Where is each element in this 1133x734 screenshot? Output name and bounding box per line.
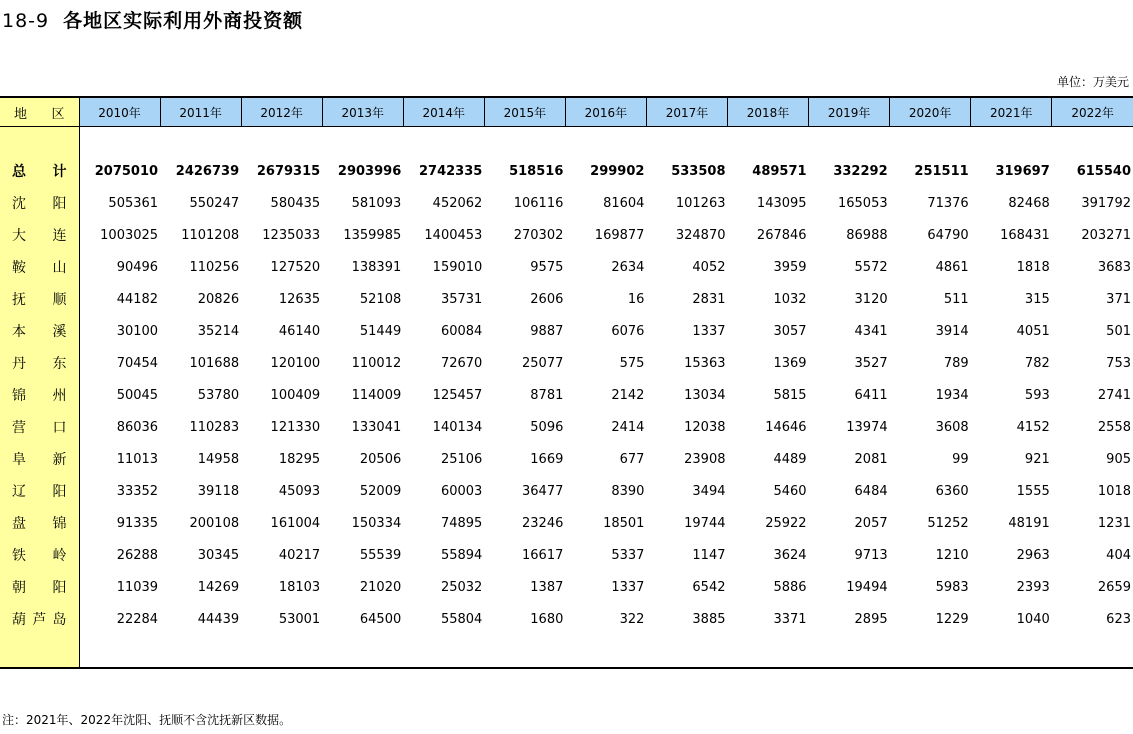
value-cell: 25922 bbox=[765, 515, 807, 531]
region-name: 辽阳 bbox=[0, 475, 79, 507]
region-name: 大连 bbox=[0, 219, 79, 251]
value-cell: 72670 bbox=[440, 355, 483, 371]
empty-cell bbox=[728, 635, 809, 668]
value-cell: 100409 bbox=[270, 387, 321, 403]
value-cell: 550247 bbox=[189, 195, 240, 211]
value-cell: 169877 bbox=[594, 227, 645, 243]
value-cell: 90496 bbox=[116, 259, 159, 275]
value-cell: 5886 bbox=[773, 579, 807, 595]
value-cell: 2414 bbox=[611, 419, 645, 435]
value-cell: 21020 bbox=[359, 579, 402, 595]
empty-cell bbox=[79, 635, 160, 668]
value-cell: 71376 bbox=[927, 195, 969, 211]
value-cell: 1369 bbox=[773, 355, 807, 371]
region-name: 铁岭 bbox=[0, 539, 79, 571]
value-cell: 50045 bbox=[116, 387, 159, 403]
value-cell: 2895 bbox=[854, 611, 888, 627]
value-cell: 23246 bbox=[522, 515, 564, 531]
year-header: 2010年 bbox=[79, 97, 160, 127]
value-cell: 315 bbox=[1024, 291, 1050, 307]
empty-cell bbox=[890, 635, 971, 668]
value-cell: 489571 bbox=[752, 163, 807, 179]
value-cell: 51449 bbox=[359, 323, 402, 339]
value-cell: 6076 bbox=[611, 323, 645, 339]
value-cell: 505361 bbox=[108, 195, 159, 211]
value-cell: 138391 bbox=[351, 259, 402, 275]
value-cell: 168431 bbox=[1000, 227, 1050, 243]
value-cell: 110256 bbox=[189, 259, 240, 275]
value-cell: 5815 bbox=[773, 387, 807, 403]
table-row bbox=[0, 475, 1133, 507]
spacer-row bbox=[0, 127, 1133, 156]
year-header: 2012年 bbox=[241, 97, 322, 127]
value-cell: 2742335 bbox=[418, 163, 483, 179]
year-header: 2014年 bbox=[403, 97, 484, 127]
table-row bbox=[0, 187, 1133, 219]
region-header: 地区 bbox=[0, 97, 79, 127]
value-cell: 74895 bbox=[440, 515, 483, 531]
empty-cell bbox=[79, 127, 160, 156]
value-cell: 1680 bbox=[530, 611, 564, 627]
empty-cell bbox=[484, 635, 565, 668]
value-cell: 18103 bbox=[278, 579, 321, 595]
empty-cell bbox=[1052, 127, 1133, 156]
year-header: 2021年 bbox=[971, 97, 1052, 127]
value-cell: 12038 bbox=[684, 419, 726, 435]
empty-cell bbox=[484, 127, 565, 156]
value-cell: 26288 bbox=[116, 547, 159, 563]
value-cell: 6360 bbox=[935, 483, 969, 499]
table-row bbox=[0, 379, 1133, 411]
value-cell: 33352 bbox=[116, 483, 159, 499]
value-cell: 4861 bbox=[935, 259, 969, 275]
value-cell: 1040 bbox=[1016, 611, 1050, 627]
value-cell: 91335 bbox=[116, 515, 159, 531]
empty-cell bbox=[322, 635, 403, 668]
unit-label: 单位：万美元 bbox=[1056, 75, 1129, 89]
value-cell: 106116 bbox=[513, 195, 564, 211]
table-row bbox=[0, 411, 1133, 443]
value-cell: 3683 bbox=[1097, 259, 1131, 275]
spacer-row bbox=[0, 635, 1133, 668]
empty-cell bbox=[728, 127, 809, 156]
value-cell: 64500 bbox=[359, 611, 402, 627]
total-row bbox=[0, 155, 1133, 187]
region-name: 朝阳 bbox=[0, 571, 79, 603]
value-cell: 35214 bbox=[197, 323, 240, 339]
value-cell: 404 bbox=[1106, 547, 1131, 563]
value-cell: 19494 bbox=[846, 579, 888, 595]
value-cell: 2606 bbox=[530, 291, 564, 307]
value-cell: 1210 bbox=[935, 547, 969, 563]
region-name: 沈阳 bbox=[0, 187, 79, 219]
value-cell: 324870 bbox=[675, 227, 726, 243]
value-cell: 140134 bbox=[432, 419, 483, 435]
value-cell: 70454 bbox=[116, 355, 159, 371]
value-cell: 2903996 bbox=[337, 163, 402, 179]
value-cell: 53780 bbox=[197, 387, 240, 403]
value-cell: 125457 bbox=[432, 387, 483, 403]
value-cell: 1400453 bbox=[424, 227, 483, 243]
value-cell: 2075010 bbox=[94, 163, 159, 179]
value-cell: 35731 bbox=[440, 291, 483, 307]
value-cell: 101263 bbox=[675, 195, 726, 211]
value-cell: 3624 bbox=[773, 547, 807, 563]
value-cell: 200108 bbox=[189, 515, 240, 531]
value-cell: 3371 bbox=[773, 611, 807, 627]
value-cell: 60003 bbox=[440, 483, 483, 499]
year-header: 2013年 bbox=[322, 97, 403, 127]
region-name: 葫芦岛 bbox=[0, 603, 79, 635]
year-header: 2022年 bbox=[1052, 97, 1133, 127]
region-name: 阜新 bbox=[0, 443, 79, 475]
table-row bbox=[0, 219, 1133, 251]
value-cell: 1337 bbox=[611, 579, 645, 595]
region-name: 盘锦 bbox=[0, 507, 79, 539]
value-cell: 2081 bbox=[854, 451, 888, 467]
value-cell: 921 bbox=[1024, 451, 1050, 467]
empty-cell bbox=[241, 127, 322, 156]
value-cell: 9575 bbox=[530, 259, 564, 275]
year-header: 2018年 bbox=[728, 97, 809, 127]
value-cell: 114009 bbox=[351, 387, 402, 403]
empty-cell bbox=[403, 127, 484, 156]
value-cell: 789 bbox=[943, 355, 969, 371]
value-cell: 5460 bbox=[773, 483, 807, 499]
value-cell: 25077 bbox=[522, 355, 564, 371]
value-cell: 86036 bbox=[116, 419, 159, 435]
value-cell: 1818 bbox=[1016, 259, 1050, 275]
table-row bbox=[0, 315, 1133, 347]
value-cell: 2393 bbox=[1016, 579, 1050, 595]
year-header: 2016年 bbox=[565, 97, 646, 127]
table-row bbox=[0, 603, 1133, 635]
data-table bbox=[0, 96, 1133, 669]
value-cell: 593 bbox=[1024, 387, 1050, 403]
value-cell: 18295 bbox=[278, 451, 321, 467]
value-cell: 150334 bbox=[351, 515, 402, 531]
value-cell: 6411 bbox=[854, 387, 888, 403]
value-cell: 3527 bbox=[854, 355, 888, 371]
table-row bbox=[0, 507, 1133, 539]
value-cell: 13034 bbox=[684, 387, 726, 403]
empty-cell bbox=[646, 127, 727, 156]
value-cell: 22284 bbox=[116, 611, 159, 627]
region-cell-empty bbox=[0, 127, 79, 156]
value-cell: 121330 bbox=[270, 419, 321, 435]
value-cell: 159010 bbox=[432, 259, 483, 275]
value-cell: 165053 bbox=[837, 195, 888, 211]
value-cell: 44182 bbox=[116, 291, 159, 307]
value-cell: 19744 bbox=[684, 515, 726, 531]
empty-cell bbox=[646, 635, 727, 668]
empty-cell bbox=[160, 127, 241, 156]
value-cell: 20506 bbox=[359, 451, 402, 467]
value-cell: 60084 bbox=[440, 323, 483, 339]
value-cell: 23908 bbox=[684, 451, 726, 467]
value-cell: 40217 bbox=[278, 547, 321, 563]
value-cell: 2634 bbox=[611, 259, 645, 275]
value-cell: 12635 bbox=[278, 291, 321, 307]
value-cell: 2831 bbox=[692, 291, 726, 307]
value-cell: 581093 bbox=[351, 195, 402, 211]
value-cell: 39118 bbox=[197, 483, 240, 499]
value-cell: 3057 bbox=[773, 323, 807, 339]
value-cell: 322 bbox=[619, 611, 645, 627]
year-header: 2020年 bbox=[890, 97, 971, 127]
page-title bbox=[2, 6, 303, 33]
value-cell: 15363 bbox=[684, 355, 726, 371]
region-name: 锦州 bbox=[0, 379, 79, 411]
value-cell: 2426739 bbox=[175, 163, 240, 179]
value-cell: 3885 bbox=[692, 611, 726, 627]
empty-cell bbox=[241, 635, 322, 668]
value-cell: 5337 bbox=[611, 547, 645, 563]
value-cell: 6484 bbox=[854, 483, 888, 499]
value-cell: 1003025 bbox=[100, 227, 159, 243]
value-cell: 5572 bbox=[854, 259, 888, 275]
value-cell: 110283 bbox=[189, 419, 240, 435]
empty-cell bbox=[890, 127, 971, 156]
value-cell: 5983 bbox=[935, 579, 969, 595]
value-cell: 55894 bbox=[440, 547, 483, 563]
value-cell: 4489 bbox=[773, 451, 807, 467]
value-cell: 81604 bbox=[603, 195, 645, 211]
value-cell: 2679315 bbox=[256, 163, 321, 179]
value-cell: 14646 bbox=[765, 419, 807, 435]
value-cell: 143095 bbox=[756, 195, 807, 211]
value-cell: 452062 bbox=[432, 195, 483, 211]
value-cell: 3608 bbox=[935, 419, 969, 435]
value-cell: 203271 bbox=[1081, 227, 1131, 243]
value-cell: 55539 bbox=[359, 547, 402, 563]
value-cell: 267846 bbox=[756, 227, 807, 243]
value-cell: 9887 bbox=[530, 323, 564, 339]
value-cell: 533508 bbox=[671, 163, 726, 179]
value-cell: 11013 bbox=[116, 451, 159, 467]
value-cell: 319697 bbox=[995, 163, 1050, 179]
empty-cell bbox=[809, 635, 890, 668]
year-header: 2019年 bbox=[809, 97, 890, 127]
value-cell: 270302 bbox=[513, 227, 564, 243]
value-cell: 332292 bbox=[833, 163, 888, 179]
value-cell: 2558 bbox=[1097, 419, 1131, 435]
value-cell: 14269 bbox=[197, 579, 240, 595]
value-cell: 46140 bbox=[278, 323, 321, 339]
value-cell: 4051 bbox=[1016, 323, 1050, 339]
value-cell: 86988 bbox=[846, 227, 888, 243]
value-cell: 623 bbox=[1106, 611, 1131, 627]
value-cell: 1101208 bbox=[181, 227, 240, 243]
value-cell: 13974 bbox=[846, 419, 888, 435]
value-cell: 1147 bbox=[692, 547, 726, 563]
value-cell: 3494 bbox=[692, 483, 726, 499]
value-cell: 16617 bbox=[522, 547, 564, 563]
value-cell: 48191 bbox=[1008, 515, 1050, 531]
value-cell: 3959 bbox=[773, 259, 807, 275]
region-name: 丹东 bbox=[0, 347, 79, 379]
value-cell: 1229 bbox=[935, 611, 969, 627]
value-cell: 25032 bbox=[440, 579, 483, 595]
value-cell: 1231 bbox=[1097, 515, 1131, 531]
value-cell: 8781 bbox=[530, 387, 564, 403]
region-name: 总计 bbox=[0, 155, 79, 187]
value-cell: 575 bbox=[619, 355, 645, 371]
value-cell: 615540 bbox=[1076, 163, 1131, 179]
value-cell: 3914 bbox=[935, 323, 969, 339]
value-cell: 52108 bbox=[359, 291, 402, 307]
year-header: 2011年 bbox=[160, 97, 241, 127]
table-row bbox=[0, 571, 1133, 603]
value-cell: 1235033 bbox=[262, 227, 321, 243]
value-cell: 6542 bbox=[692, 579, 726, 595]
value-cell: 1337 bbox=[692, 323, 726, 339]
value-cell: 8390 bbox=[611, 483, 645, 499]
empty-cell bbox=[403, 635, 484, 668]
year-header: 2017年 bbox=[646, 97, 727, 127]
value-cell: 580435 bbox=[270, 195, 321, 211]
value-cell: 501 bbox=[1106, 323, 1131, 339]
table-title: 各地区实际利用外商投资额 bbox=[63, 10, 304, 32]
value-cell: 4052 bbox=[692, 259, 726, 275]
empty-cell bbox=[160, 635, 241, 668]
empty-cell bbox=[565, 635, 646, 668]
empty-cell bbox=[971, 635, 1052, 668]
value-cell: 1359985 bbox=[343, 227, 402, 243]
table-row bbox=[0, 347, 1133, 379]
value-cell: 3120 bbox=[854, 291, 888, 307]
value-cell: 161004 bbox=[270, 515, 321, 531]
value-cell: 2057 bbox=[854, 515, 888, 531]
value-cell: 64790 bbox=[927, 227, 969, 243]
empty-cell bbox=[1052, 635, 1133, 668]
value-cell: 1032 bbox=[773, 291, 807, 307]
region-name: 营口 bbox=[0, 411, 79, 443]
table-row bbox=[0, 251, 1133, 283]
value-cell: 2659 bbox=[1097, 579, 1131, 595]
value-cell: 133041 bbox=[351, 419, 402, 435]
value-cell: 5096 bbox=[530, 419, 564, 435]
region-name: 鞍山 bbox=[0, 251, 79, 283]
table-row bbox=[0, 443, 1133, 475]
table-number: 18-9 bbox=[2, 10, 50, 32]
empty-cell bbox=[322, 127, 403, 156]
value-cell: 16 bbox=[627, 291, 645, 307]
value-cell: 53001 bbox=[278, 611, 321, 627]
value-cell: 4341 bbox=[854, 323, 888, 339]
footnote: 注：2021年、2022年沈阳、抚顺不含沈抚新区数据。 bbox=[2, 713, 292, 727]
value-cell: 101688 bbox=[189, 355, 240, 371]
value-cell: 52009 bbox=[359, 483, 402, 499]
value-cell: 371 bbox=[1106, 291, 1131, 307]
region-name: 抚顺 bbox=[0, 283, 79, 315]
value-cell: 120100 bbox=[270, 355, 321, 371]
value-cell: 20826 bbox=[197, 291, 240, 307]
value-cell: 251511 bbox=[914, 163, 969, 179]
value-cell: 110012 bbox=[351, 355, 402, 371]
year-header: 2015年 bbox=[484, 97, 565, 127]
empty-cell bbox=[971, 127, 1052, 156]
value-cell: 677 bbox=[619, 451, 645, 467]
value-cell: 518516 bbox=[509, 163, 564, 179]
value-cell: 2142 bbox=[611, 387, 645, 403]
empty-cell bbox=[809, 127, 890, 156]
value-cell: 25106 bbox=[440, 451, 483, 467]
value-cell: 1669 bbox=[530, 451, 564, 467]
value-cell: 511 bbox=[943, 291, 969, 307]
value-cell: 299902 bbox=[590, 163, 645, 179]
value-cell: 44439 bbox=[197, 611, 240, 627]
value-cell: 45093 bbox=[278, 483, 321, 499]
region-name: 本溪 bbox=[0, 315, 79, 347]
value-cell: 391792 bbox=[1081, 195, 1131, 211]
value-cell: 1018 bbox=[1097, 483, 1131, 499]
table-row bbox=[0, 283, 1133, 315]
value-cell: 18501 bbox=[603, 515, 645, 531]
region-cell-empty bbox=[0, 635, 79, 668]
value-cell: 127520 bbox=[270, 259, 321, 275]
value-cell: 2963 bbox=[1016, 547, 1050, 563]
value-cell: 99 bbox=[952, 451, 969, 467]
empty-cell bbox=[565, 127, 646, 156]
value-cell: 2741 bbox=[1097, 387, 1131, 403]
value-cell: 11039 bbox=[116, 579, 159, 595]
table-row bbox=[0, 539, 1133, 571]
value-cell: 1934 bbox=[935, 387, 969, 403]
value-cell: 55804 bbox=[440, 611, 483, 627]
value-cell: 1555 bbox=[1016, 483, 1050, 499]
value-cell: 51252 bbox=[927, 515, 969, 531]
value-cell: 82468 bbox=[1008, 195, 1050, 211]
value-cell: 782 bbox=[1024, 355, 1050, 371]
table-body bbox=[0, 127, 1133, 669]
value-cell: 14958 bbox=[197, 451, 240, 467]
value-cell: 9713 bbox=[854, 547, 888, 563]
value-cell: 753 bbox=[1106, 355, 1131, 371]
value-cell: 905 bbox=[1106, 451, 1131, 467]
value-cell: 36477 bbox=[522, 483, 564, 499]
header-row bbox=[0, 97, 1133, 127]
value-cell: 4152 bbox=[1016, 419, 1050, 435]
value-cell: 30100 bbox=[116, 323, 159, 339]
value-cell: 30345 bbox=[197, 547, 240, 563]
value-cell: 1387 bbox=[530, 579, 564, 595]
